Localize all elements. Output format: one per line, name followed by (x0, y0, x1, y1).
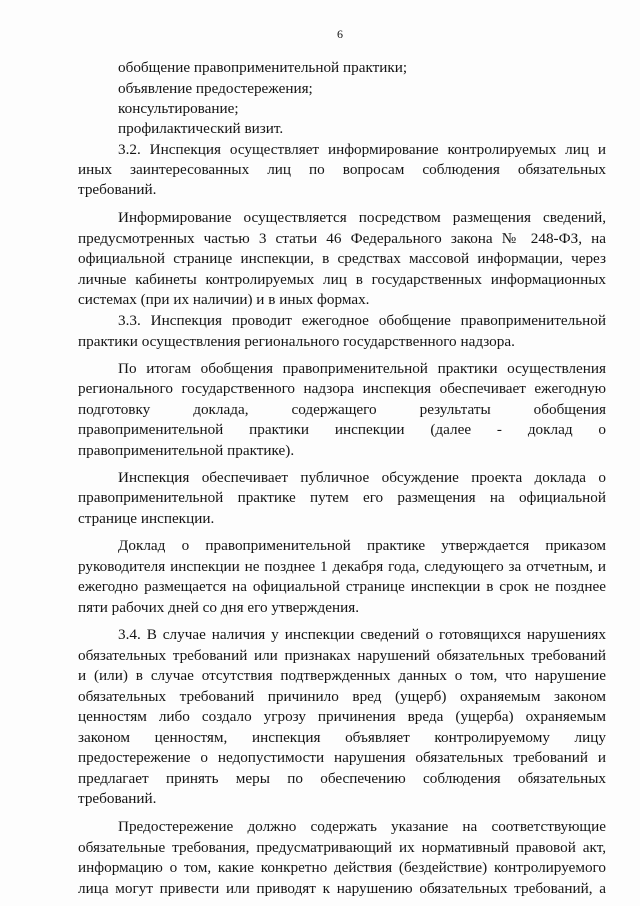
text-line: профилактический визит. (118, 120, 284, 137)
text-line: Предостережение должно содержать указание на соответствующие (118, 818, 606, 835)
text-line: Доклад о правоприменительной практике утверждается приказом (118, 537, 606, 554)
text-line: требований. (78, 181, 157, 198)
text-line: обязательные требования, предусматривающий их нормативный правовой акт, (78, 839, 606, 856)
text-line: требований. (78, 790, 157, 807)
text-line: 3.4. В случае наличия у инспекции сведений о готовящихся нарушениях (118, 626, 606, 643)
text-line: официальной странице инспекции, в средствах массовой информации, через (78, 250, 606, 267)
text-line: объявление предостережения; (118, 80, 313, 97)
text-line: и (или) в случае отсутствия подтвержденных данных о том, что нарушение (78, 667, 606, 684)
text-line: странице инспекции. (78, 510, 215, 527)
text-line: правоприменительной практике путем его размещения на официальной (78, 489, 606, 506)
text-line: предусмотренных частью 3 статьи 46 Федерального закона № 248-ФЗ, на (78, 230, 606, 247)
text-line: предостережение о недопустимости нарушения обязательных требований и (78, 749, 606, 766)
text-line: иных заинтересованных лиц по вопросам соблюдения обязательных (78, 161, 606, 178)
text-line: руководителя инспекции не позднее 1 декабря года, следующего за отчетным, и (78, 558, 606, 575)
text-line: По итогам обобщения правоприменительной практики осуществления (118, 360, 606, 377)
text-line: регионального государственного надзора инспекция обеспечивает ежегодную (78, 380, 606, 397)
page-number: 6 (337, 27, 343, 41)
text-line: информацию о том, какие конкретно действия (бездействие) контролируемого (78, 859, 606, 876)
text-line: личные кабинеты контролируемых лиц в государственных информационных (78, 271, 606, 288)
text-line: правоприменительной практики инспекции (далее - доклад о (78, 421, 606, 438)
text-line: практики осуществления регионального государственного надзора. (78, 333, 515, 350)
text-line: ежегодно размещается на официальной странице инспекции в срок не позднее (78, 578, 606, 595)
text-line: обязательных требований причинило вред (ущерб) охраняемым законом (78, 688, 606, 705)
text-line: консультирование; (118, 100, 239, 117)
text-line: лица могут привести или приводят к нарушению обязательных требований, а (78, 880, 606, 897)
text-line: системах (при их наличии) и в иных формах. (78, 291, 370, 308)
text-line: законом ценностям, инспекция объявляет контролируемому лицу (78, 729, 606, 746)
text-line: 3.3. Инспекция проводит ежегодное обобщение правоприменительной (118, 312, 606, 329)
text-line: обобщение правоприменительной практики; (118, 59, 408, 76)
text-line: обязательных требований или признаках нарушений обязательных требований (78, 647, 606, 664)
text-line: подготовку доклада, содержащего результаты обобщения (78, 401, 606, 418)
text-line: предлагает принять меры по обеспечению соблюдения обязательных (78, 770, 606, 787)
text-line: ценностям либо создало угрозу причинения вреда (ущерба) охраняемым (78, 708, 606, 725)
text-line: правоприменительной практике). (78, 442, 295, 459)
text-line: 3.2. Инспекция осуществляет информирование контролируемых лиц и (118, 141, 606, 158)
text-line: Инспекция обеспечивает публичное обсуждение проекта доклада о (118, 469, 606, 486)
text-line: Информирование осуществляется посредством размещения сведений, (118, 209, 606, 226)
text-line: пяти рабочих дней со дня его утверждения. (78, 599, 360, 616)
